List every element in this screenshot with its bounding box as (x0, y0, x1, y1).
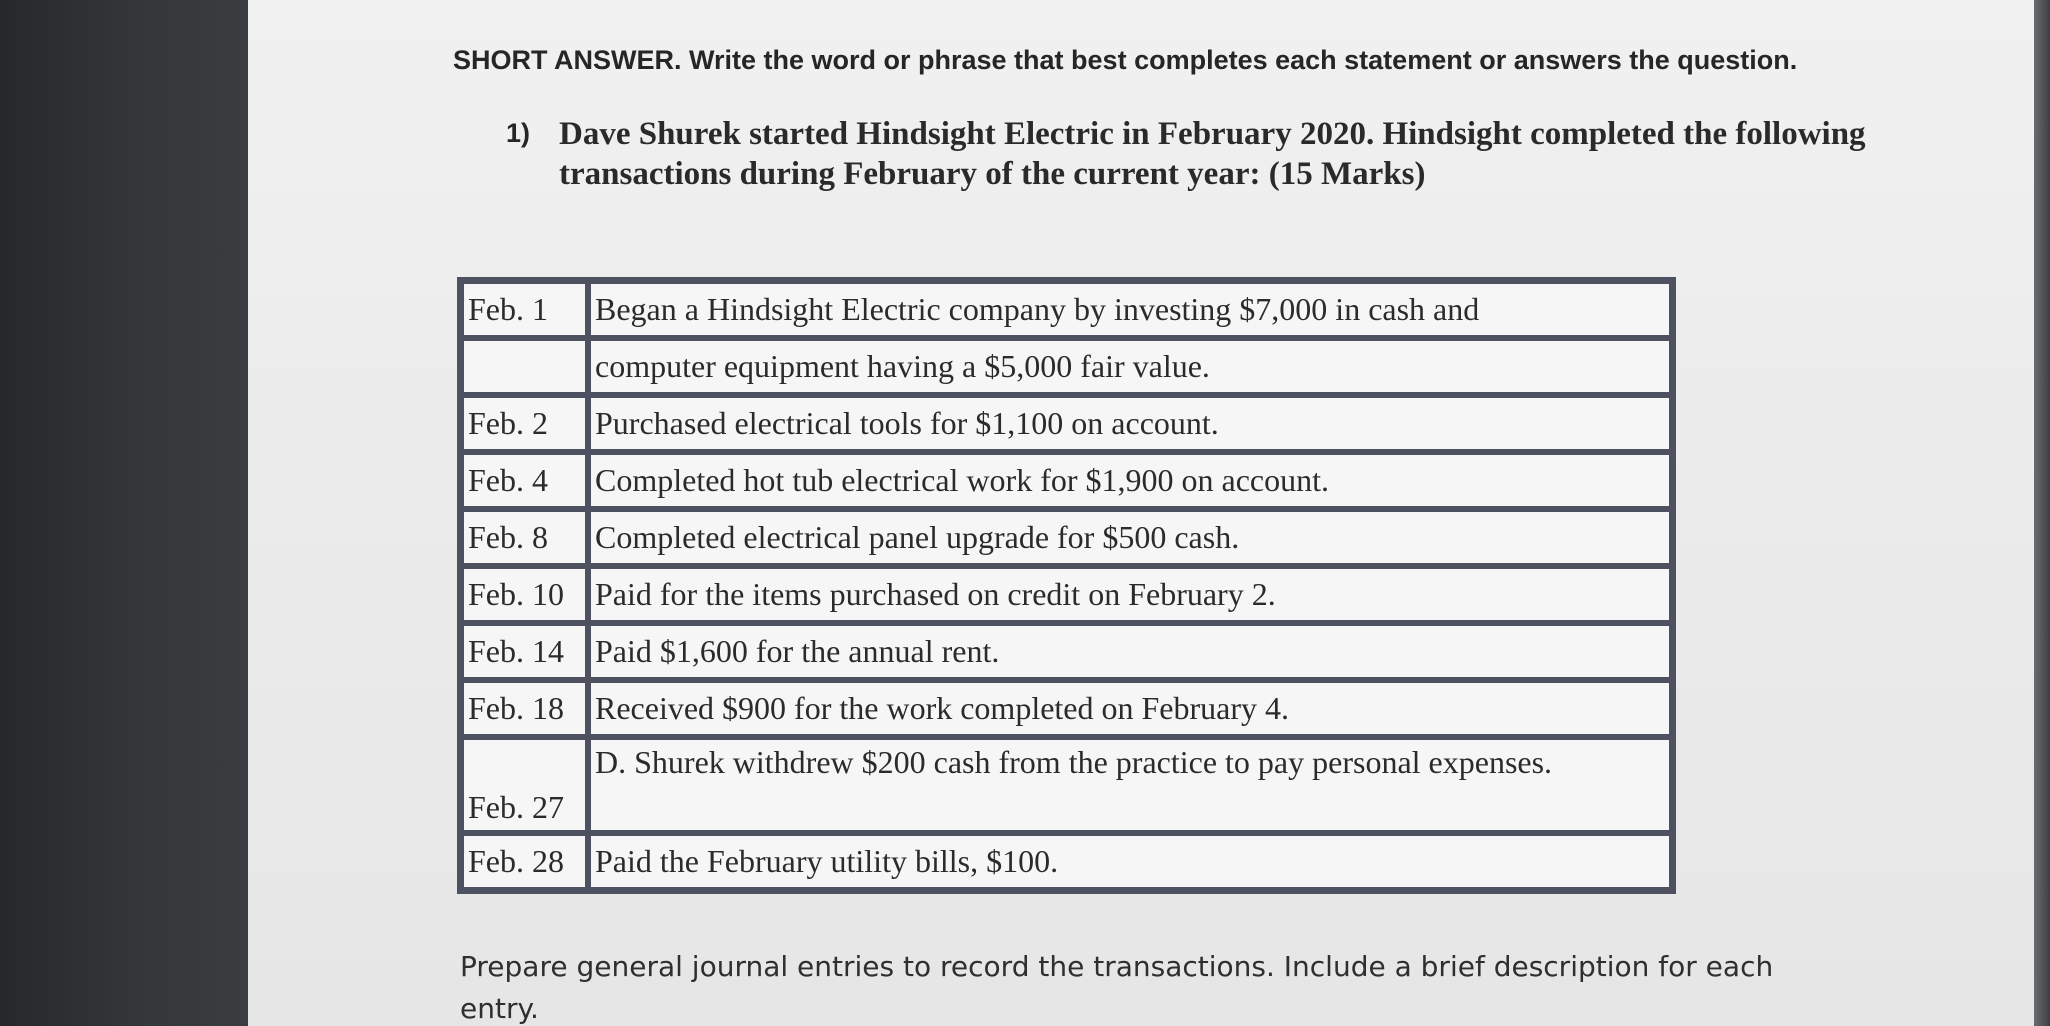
transaction-description: Paid the February utility bills, $100. (588, 833, 1672, 890)
transaction-date: Feb. 2 (461, 395, 588, 452)
transaction-description: Completed electrical panel upgrade for $500 cash. (588, 509, 1672, 566)
transaction-date: Feb. 10 (461, 566, 588, 623)
transaction-date: Feb. 18 (461, 680, 588, 737)
transaction-date: Feb. 8 (461, 509, 588, 566)
transaction-description: Began a Hindsight Electric company by investing $7,000 in cash and (588, 281, 1672, 338)
table-row (461, 623, 1672, 680)
table-row (461, 338, 1672, 395)
transaction-description: computer equipment having a $5,000 fair value. (588, 338, 1672, 395)
transaction-date (461, 338, 588, 395)
transaction-description: Completed hot tub electrical work for $1,900 on account. (588, 452, 1672, 509)
transaction-date: Feb. 14 (461, 623, 588, 680)
transaction-description: Paid for the items purchased on credit on February 2. (588, 566, 1672, 623)
task-prompt: Prepare general journal entries to record the transactions. Include a brief description for each entry. (460, 950, 1774, 1025)
transactions-table (457, 277, 1676, 894)
table-row (461, 509, 1672, 566)
question-number: 1) (506, 118, 531, 148)
table-row (461, 737, 1672, 833)
table-row (461, 680, 1672, 737)
question-page (248, 0, 2034, 1026)
transaction-description: Purchased electrical tools for $1,100 on account. (588, 395, 1672, 452)
table-row (461, 452, 1672, 509)
instructions-text: SHORT ANSWER. Write the word or phrase that best completes each statement or answers the question. (453, 45, 1798, 75)
transaction-description: D. Shurek withdrew $200 cash from the practice to pay personal expenses. (588, 737, 1672, 833)
transaction-date: Feb. 27 (461, 737, 588, 833)
table-row (461, 833, 1672, 890)
table-row (461, 395, 1672, 452)
transaction-description: Paid $1,600 for the annual rent. (588, 623, 1672, 680)
left-side-panel (0, 0, 250, 1026)
table-row (461, 566, 1672, 623)
transaction-date: Feb. 28 (461, 833, 588, 890)
transaction-description: Received $900 for the work completed on February 4. (588, 680, 1672, 737)
table-row (461, 281, 1672, 338)
transaction-date: Feb. 1 (461, 281, 588, 338)
transaction-date: Feb. 4 (461, 452, 588, 509)
right-side-edge (2032, 0, 2050, 1026)
question-text: Dave Shurek started Hindsight Electric in February 2020. Hindsight completed the following transactions during February of the current year: (15 Marks) (559, 116, 1866, 192)
